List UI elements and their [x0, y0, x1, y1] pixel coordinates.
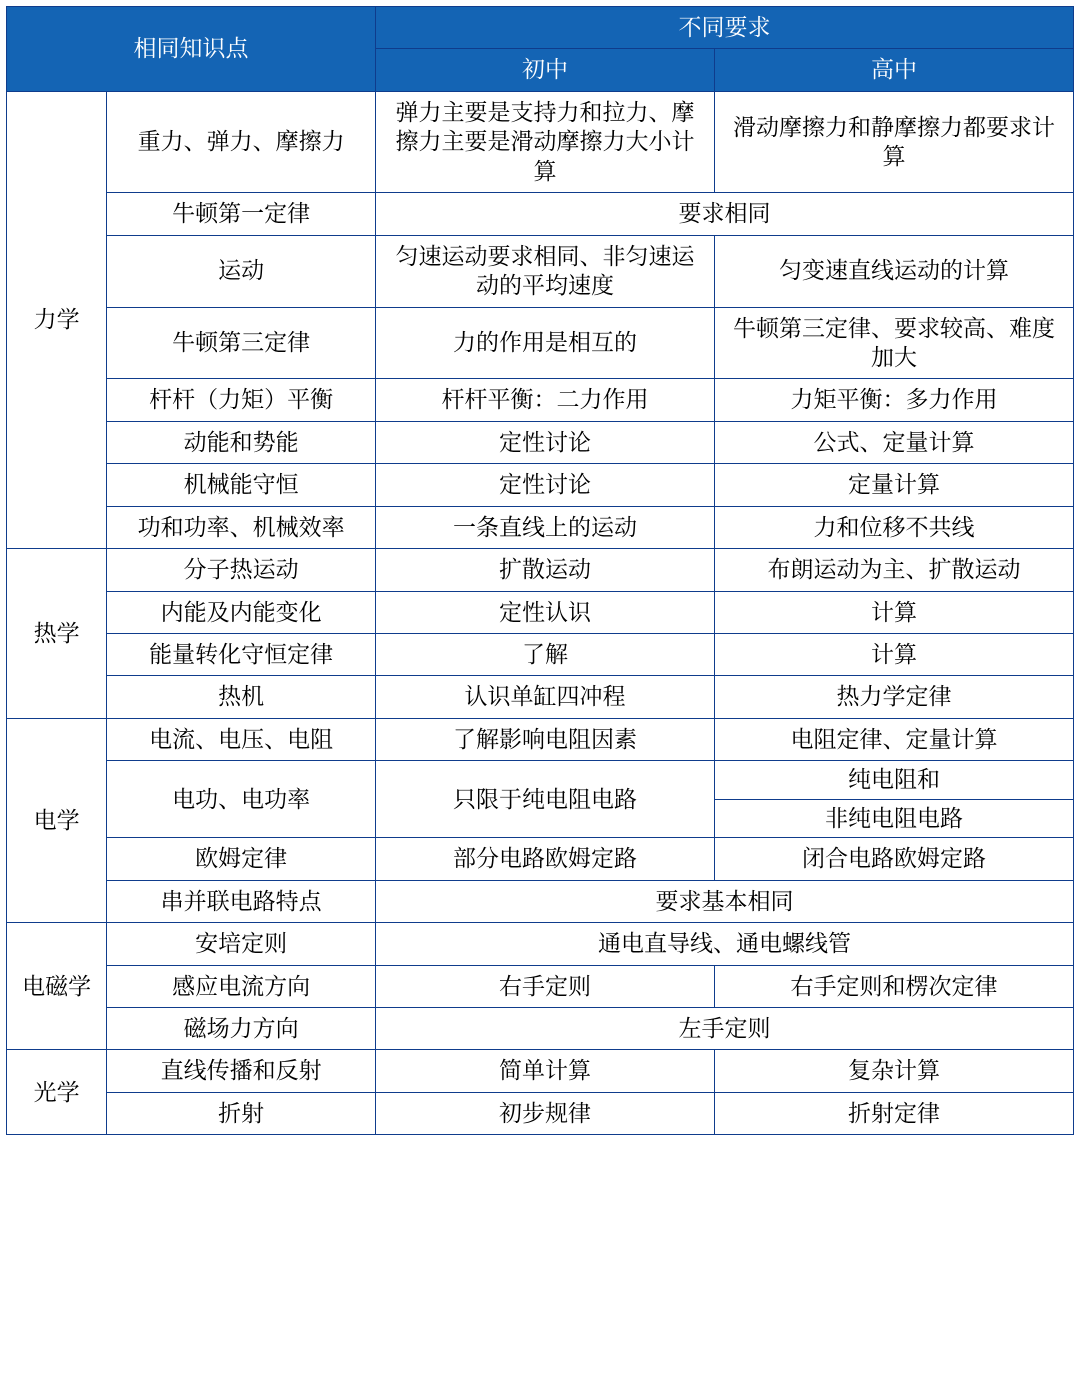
senior-requirement-cell: 电阻定律、定量计算: [714, 718, 1073, 760]
table-row: [7, 634, 1074, 676]
table-row: [7, 761, 1074, 838]
table-row: [7, 676, 1074, 718]
senior-requirement-cell: 计算: [714, 591, 1073, 633]
senior-requirement-cell: 计算: [714, 634, 1073, 676]
senior-requirement-cell: 匀变速直线运动的计算: [714, 235, 1073, 307]
table-row: [7, 718, 1074, 760]
junior-requirement-cell: 认识单缸四冲程: [376, 676, 715, 718]
table-row: [7, 379, 1074, 421]
section-label: 力学: [7, 91, 107, 548]
senior-requirement-cell: 热力学定律: [714, 676, 1073, 718]
junior-requirement-cell: 扩散运动: [376, 549, 715, 591]
table-row: [7, 1092, 1074, 1134]
topic-cell: 电流、电压、电阻: [107, 718, 376, 760]
table-row: [7, 307, 1074, 379]
table-row: [7, 464, 1074, 506]
topic-cell: 重力、弹力、摩擦力: [107, 91, 376, 192]
shared-requirement-cell: 要求基本相同: [376, 880, 1074, 922]
topic-cell: 杆杆（力矩）平衡: [107, 379, 376, 421]
junior-requirement-cell: 了解影响电阻因素: [376, 718, 715, 760]
topic-cell: 能量转化守恒定律: [107, 634, 376, 676]
senior-requirement-cell: 折射定律: [714, 1092, 1073, 1134]
section-label: 光学: [7, 1050, 107, 1135]
senior-requirement-cell: 滑动摩擦力和静摩擦力都要求计算: [714, 91, 1073, 192]
junior-requirement-cell: 只限于纯电阻电路: [376, 761, 715, 838]
topic-cell: 牛顿第一定律: [107, 193, 376, 235]
junior-requirement-cell: 定性讨论: [376, 464, 715, 506]
junior-requirement-cell: 定性认识: [376, 591, 715, 633]
junior-requirement-cell: 力的作用是相互的: [376, 307, 715, 379]
table-row: [7, 838, 1074, 880]
topic-cell: 磁场力方向: [107, 1007, 376, 1049]
senior-requirement-cell: 布朗运动为主、扩散运动: [714, 549, 1073, 591]
junior-requirement-cell: 一条直线上的运动: [376, 506, 715, 548]
senior-requirement-cell: [714, 761, 1073, 838]
junior-requirement-cell: 初步规律: [376, 1092, 715, 1134]
junior-requirement-cell: 杆杆平衡：二力作用: [376, 379, 715, 421]
header-senior-high: 高中: [714, 49, 1073, 91]
senior-requirement-cell: 力矩平衡：多力作用: [714, 379, 1073, 421]
table-row: [7, 1007, 1074, 1049]
section-label: 热学: [7, 549, 107, 719]
senior-requirement-cell: 公式、定量计算: [714, 421, 1073, 463]
header-same-knowledge: 相同知识点: [7, 7, 376, 92]
table-row: [7, 549, 1074, 591]
topic-cell: 运动: [107, 235, 376, 307]
senior-requirement-cell: 牛顿第三定律、要求较高、难度加大: [714, 307, 1073, 379]
senior-requirement-cell: 右手定则和楞次定律: [714, 965, 1073, 1007]
section-label: 电学: [7, 718, 107, 922]
table-row: [7, 880, 1074, 922]
senior-requirement-cell: 复杂计算: [714, 1050, 1073, 1092]
topic-cell: 分子热运动: [107, 549, 376, 591]
junior-requirement-cell: 右手定则: [376, 965, 715, 1007]
topic-cell: 内能及内能变化: [107, 591, 376, 633]
header-different-requirements: 不同要求: [376, 7, 1074, 49]
junior-requirement-cell: 匀速运动要求相同、非匀速运动的平均速度: [376, 235, 715, 307]
header-junior-high: 初中: [376, 49, 715, 91]
shared-requirement-cell: 通电直导线、通电螺线管: [376, 923, 1074, 965]
table-row: [7, 235, 1074, 307]
table-row: [7, 421, 1074, 463]
senior-requirement-cell: 定量计算: [714, 464, 1073, 506]
junior-requirement-cell: 部分电路欧姆定路: [376, 838, 715, 880]
table-row: [7, 965, 1074, 1007]
topic-cell: 折射: [107, 1092, 376, 1134]
junior-requirement-cell: 了解: [376, 634, 715, 676]
topic-cell: 直线传播和反射: [107, 1050, 376, 1092]
shared-requirement-cell: 左手定则: [376, 1007, 1074, 1049]
topic-cell: 功和功率、机械效率: [107, 506, 376, 548]
topic-cell: 感应电流方向: [107, 965, 376, 1007]
knowledge-comparison-table: [6, 6, 1074, 1135]
table-row: [7, 591, 1074, 633]
topic-cell: 牛顿第三定律: [107, 307, 376, 379]
junior-requirement-cell: 弹力主要是支持力和拉力、摩擦力主要是滑动摩擦力大小计算: [376, 91, 715, 192]
table-header: [7, 7, 1074, 92]
junior-requirement-cell: 定性讨论: [376, 421, 715, 463]
senior-requirement-cell: 闭合电路欧姆定路: [714, 838, 1073, 880]
table-row: [7, 506, 1074, 548]
topic-cell: 机械能守恒: [107, 464, 376, 506]
topic-cell: 欧姆定律: [107, 838, 376, 880]
table-row: [7, 193, 1074, 235]
junior-requirement-cell: 简单计算: [376, 1050, 715, 1092]
topic-cell: 热机: [107, 676, 376, 718]
section-label: 电磁学: [7, 923, 107, 1050]
topic-cell: 动能和势能: [107, 421, 376, 463]
table-row: [7, 91, 1074, 192]
topic-cell: 串并联电路特点: [107, 880, 376, 922]
senior-requirement-subcell: 非纯电阻电路: [824, 804, 963, 831]
senior-requirement-cell: 力和位移不共线: [714, 506, 1073, 548]
topic-cell: 电功、电功率: [107, 761, 376, 838]
header-row-main: [7, 7, 1074, 49]
table-row: [7, 1050, 1074, 1092]
topic-cell: 安培定则: [107, 923, 376, 965]
senior-requirement-subcell: 纯电阻和: [715, 761, 1073, 799]
table-body: [7, 91, 1074, 1134]
table-row: [7, 923, 1074, 965]
shared-requirement-cell: 要求相同: [376, 193, 1074, 235]
